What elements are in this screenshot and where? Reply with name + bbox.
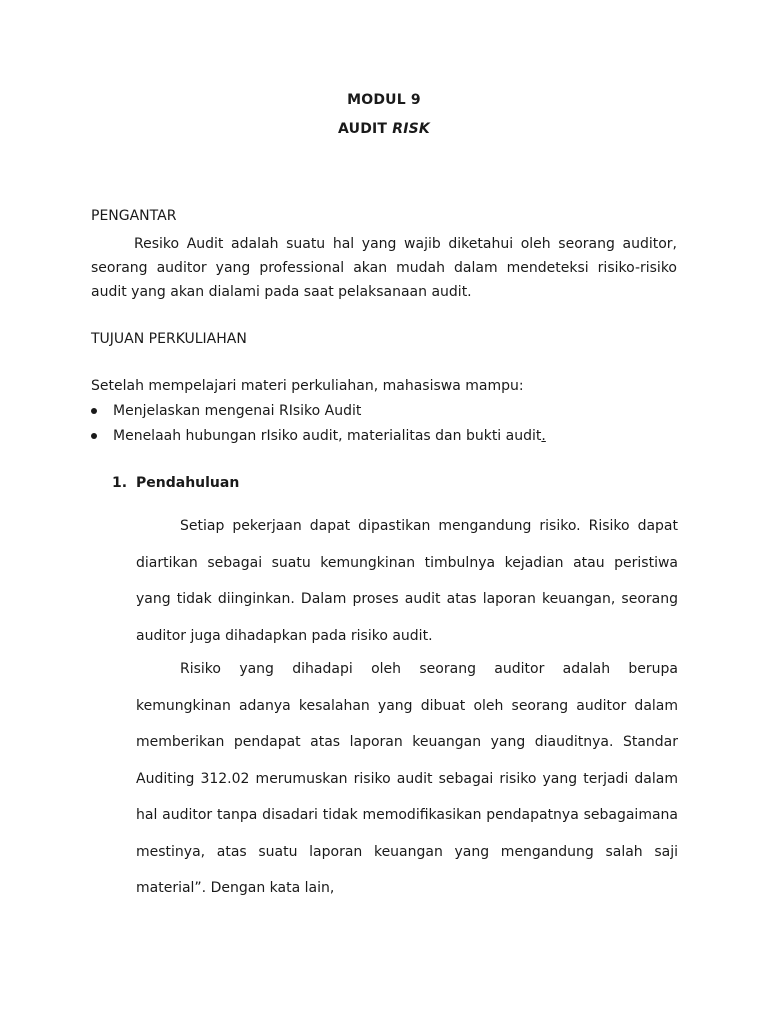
tujuan-intro: Setelah mempelajari materi perkuliahan, mahasiswa mampu: [91, 378, 524, 394]
module-number-title: MODUL 9 [347, 92, 421, 108]
tujuan-bullet-list [91, 400, 546, 450]
module-topic-emphasis: RISK [392, 121, 430, 137]
bullet-text: Menjelaskan mengenai RIsiko Audit [113, 403, 362, 419]
section-number: 1. [112, 475, 128, 491]
paragraph-text: Setiap pekerjaan dapat dipastikan mengandung risiko. Risiko dapat diartikan sebagai suatu kemungkinan timbulnya kejadian atau peristiwa yang tidak diinginkan. Dalam proses audit atas laporan keuangan, seorang auditor juga dihadapkan pada risiko audit. [136, 518, 678, 644]
section-title: Pendahuluan [136, 475, 240, 491]
pengantar-heading: PENGANTAR [91, 208, 177, 224]
module-topic-prefix: AUDIT [338, 121, 393, 137]
section-heading [112, 475, 239, 491]
bullet-trailing-period: . [541, 428, 546, 444]
bullet-icon [91, 433, 97, 439]
section-paragraph-1 [136, 508, 678, 654]
pengantar-paragraph [91, 232, 677, 304]
pengantar-text: Resiko Audit adalah suatu hal yang wajib diketahui oleh seorang auditor, seorang auditor yang professional akan mudah dalam mendeteksi risiko-risiko audit yang akan dialami pada saat pelaksanaan audit. [91, 236, 677, 300]
module-topic-title [0, 121, 768, 137]
section-paragraph-2 [136, 651, 678, 907]
tujuan-heading: TUJUAN PERKULIAHAN [91, 331, 247, 347]
paragraph-text: Risiko yang dihadapi oleh seorang auditor adalah berupa kemungkinan adanya kesalahan yang dibuat oleh seorang auditor dalam memberikan pendapat atas laporan keuangan yang diauditnya. Standar Auditing 312.02 merumuskan risiko audit sebagai risiko yang terjadi dalam hal auditor tanpa disadari tidak memodifikasikan pendapatnya sebagaimana mestinya, atas suatu laporan keuangan yang mengandung salah saji material”. Dengan kata lain, [136, 661, 678, 896]
list-item [91, 425, 546, 450]
bullet-text: Menelaah hubungan rIsiko audit, materialitas dan bukti audit [113, 428, 542, 444]
list-item [91, 400, 546, 425]
bullet-icon [91, 408, 97, 414]
